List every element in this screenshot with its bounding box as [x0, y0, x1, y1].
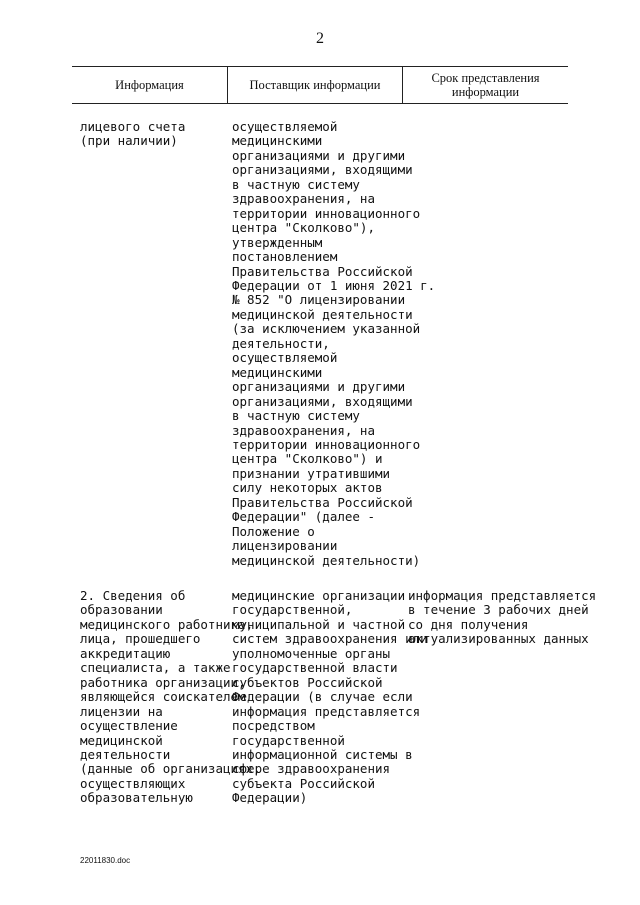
- row-2-deadline: информация представляется в течение 3 рабочих дней со дня получения актуализированных данных: [408, 588, 597, 647]
- page-number: 2: [316, 30, 324, 47]
- document-code: 22011830.doc: [80, 856, 131, 865]
- header-information: Информация: [115, 78, 184, 92]
- table-header: [72, 66, 568, 104]
- row-1-provider: осуществляемой медицинскими организациями и другими организациями, входящими в частную систему здравоохранения, на территории инновационного центра "Сколково"), утвержденным постановлением Правительства Российской Федерации от 1 июня 2021 г. № 852 "О лицензировании медицинской деятельности (за исключением указанной деятельности, осуществляемой медицинскими организациями и другими организациями, входящими в частную систему здравоохранения, на территории инновационного центра "Сколково") и признании утратившими силу некоторых актов Правительства Российской Федерации" (далее - Положение о лицензировании медицинской деятельности): [232, 119, 436, 568]
- header-provider: Поставщик информации: [227, 67, 402, 103]
- row-1-information: лицевого счета (при наличии): [80, 119, 186, 149]
- row-2-provider: медицинские организации государственной, муниципальной и частной систем здравоохранения или уполномоченные органы государственной власти субъектов Российской Федерации (в случае если информация представляется посредством государственной информационной системы в сфере здравоохранения субъекта Российской Федерации): [232, 588, 428, 806]
- row-2-information: 2. Сведения об образовании медицинского работника, лица, прошедшего аккредитацию специалиста, а также работника организации, являющейся соискателем лицензии на осуществление медицинской деятельности (данные об организациях, осуществляющих образовательную: [80, 588, 261, 806]
- header-deadline: Срок представления информации: [402, 67, 568, 103]
